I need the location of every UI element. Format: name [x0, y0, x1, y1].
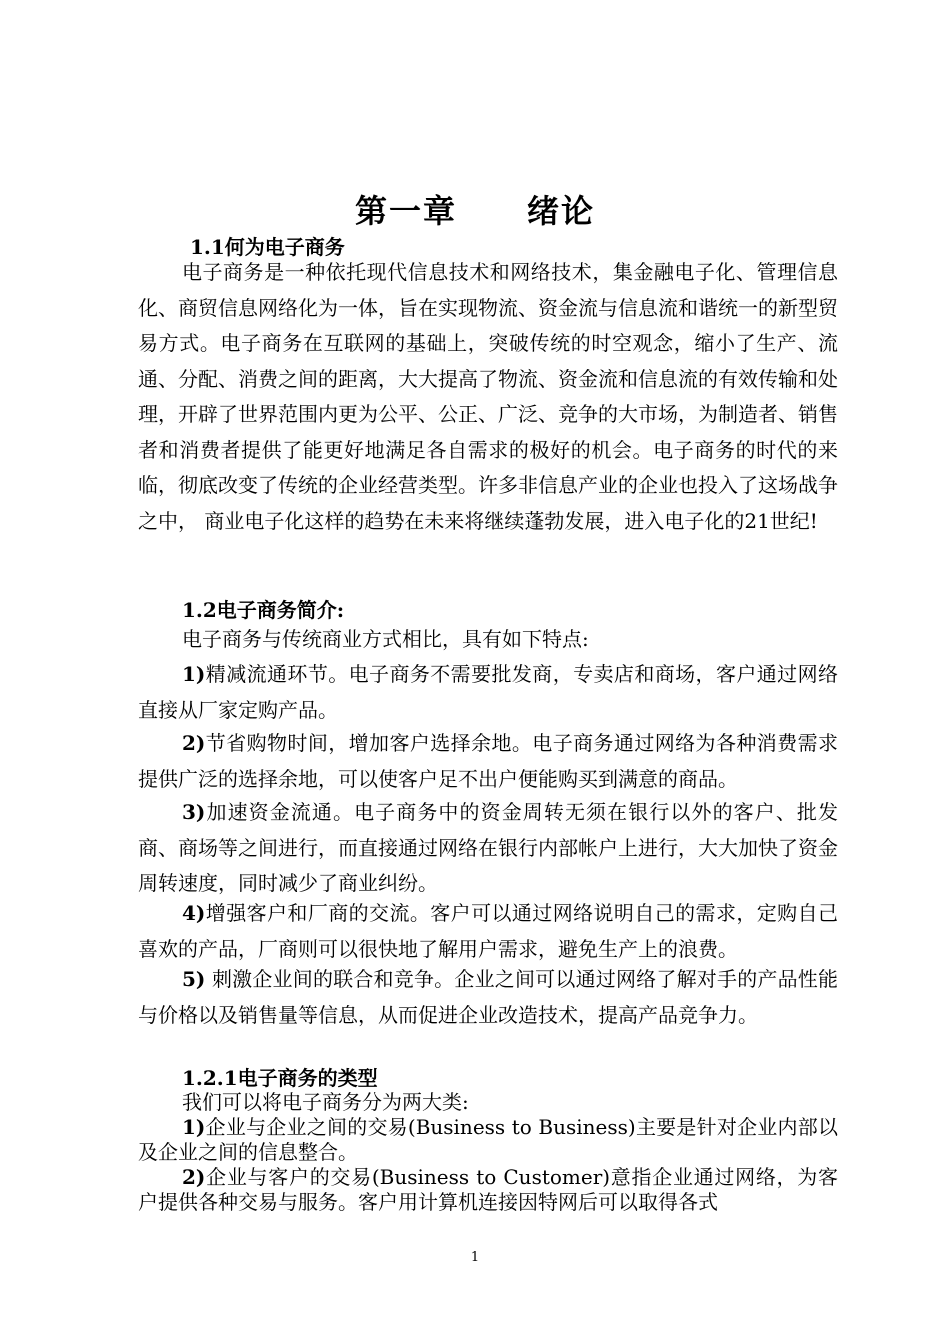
feature-item-2-number: 2)	[182, 731, 206, 755]
type-item-1-text: 企业与企业之间的交易(Business to Business)主要是针对企业内部以及企业之间的信息整合。	[138, 1115, 838, 1164]
type-item-1	[138, 1115, 838, 1165]
type-item-2	[138, 1165, 838, 1215]
feature-item-3-number: 3)	[182, 800, 206, 824]
type-item-2-number: 2)	[182, 1165, 206, 1189]
feature-item-3-text: 加速资金流通。电子商务中的资金周转无须在银行以外的客户、批发商、商场等之间进行，而直接通过网络在银行内部帐户上进行，大大加快了资金周转速度，同时减少了商业纠纷。	[138, 800, 838, 895]
feature-item-3	[138, 795, 838, 902]
section-1-2-intro: 电子商务与传统商业方式相比，具有如下特点:	[182, 627, 589, 651]
feature-item-5	[138, 962, 838, 1033]
feature-item-4-text: 增强客户和厂商的交流。客户可以通过网络说明自己的需求，定购自己喜欢的产品，厂商则可以很快地了解用户需求，避免生产上的浪费。	[138, 901, 838, 961]
feature-item-5-text: 刺激企业间的联合和竞争。企业之间可以通过网络了解对手的产品性能与价格以及销售量等信息，从而促进企业改造技术，提高产品竞争力。	[138, 967, 838, 1027]
section-1-2-1-heading: 1.2.1电子商务的类型	[182, 1066, 378, 1090]
feature-item-4	[138, 896, 838, 967]
feature-item-1-text: 精减流通环节。电子商务不需要批发商，专卖店和商场，客户通过网络直接从厂家定购产品。	[138, 662, 838, 722]
section-1-1-body: 电子商务是一种依托现代信息技术和网络技术，集金融电子化、管理信息化、商贸信息网络化为一体，旨在实现物流、资金流与信息流和谐统一的新型贸易方式。电子商务在互联网的基础上，突破传统的时空观念，缩小了生产、流通、分配、消费之间的距离，大大提高了物流、资金流和信息流的有效传输和处理，开辟了世界范围内更为公平、公正、广泛、竞争的大市场，为制造者、销售者和消费者提供了能更好地满足各自需求的极好的机会。电子商务的时代的来临，彻底改变了传统的企业经营类型。许多非信息产业的企业也投入了这场战争之中， 商业电子化这样的趋势在未来将继续蓬勃发展，进入电子化的21世纪!	[138, 260, 838, 533]
type-item-1-number: 1)	[182, 1115, 206, 1139]
feature-item-2	[138, 726, 838, 797]
chapter-label: 第一章	[354, 192, 457, 230]
feature-item-5-number: 5)	[182, 967, 206, 991]
feature-item-2-text: 节省购物时间，增加客户选择余地。电子商务通过网络为各种消费需求提供广泛的选择余地，可以使客户足不出户便能购买到满意的商品。	[138, 731, 838, 791]
section-1-2-heading: 1.2电子商务简介:	[182, 598, 345, 622]
feature-item-1	[138, 657, 838, 728]
section-1-2-1-intro: 我们可以将电子商务分为两大类:	[182, 1090, 469, 1114]
chapter-title	[0, 186, 950, 232]
section-1-1-heading: 1.1何为电子商务	[190, 235, 345, 259]
feature-item-4-number: 4)	[182, 901, 206, 925]
type-item-2-text: 企业与客户的交易(Business to Customer)意指企业通过网络，为客户提供各种交易与服务。客户用计算机连接因特网后可以取得各式	[138, 1165, 838, 1214]
chapter-name: 绪论	[527, 192, 596, 230]
feature-item-1-number: 1)	[182, 662, 206, 686]
page-number: 1	[470, 1250, 480, 1265]
